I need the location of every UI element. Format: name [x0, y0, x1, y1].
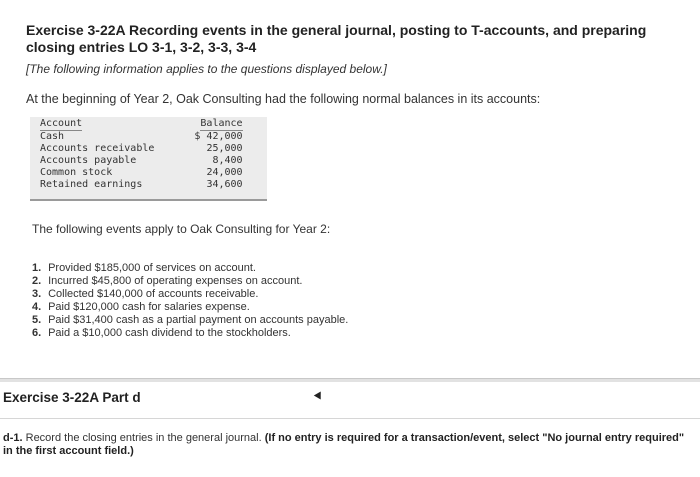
table-row — [40, 155, 243, 167]
table-row — [40, 143, 243, 155]
table-row — [40, 167, 243, 179]
events-intro: The following events apply to Oak Consulting for Year 2: — [32, 222, 331, 236]
events-list — [32, 262, 348, 340]
section-divider — [0, 378, 700, 382]
list-item — [32, 262, 348, 275]
account-name: Cash — [40, 131, 65, 142]
question-note: (If no entry is required for a transaction/event, select "No journal entry required" in the first account field.) — [3, 432, 685, 457]
mouse-cursor-icon — [314, 389, 324, 399]
balance-column-header: Balance — [200, 118, 243, 129]
list-item — [32, 288, 348, 301]
intro-text: At the beginning of Year 2, Oak Consulting had the following normal balances in its accounts: — [26, 92, 541, 106]
event-number: 4. — [32, 301, 42, 313]
event-text: Paid $31,400 cash as a partial payment on accounts payable. — [48, 314, 349, 326]
account-balance: 25,000 — [206, 143, 243, 154]
question-label: d-1. — [3, 432, 23, 444]
part-divider — [0, 418, 700, 419]
list-item — [32, 327, 348, 340]
account-balance: 24,000 — [206, 167, 243, 178]
event-text: Collected $140,000 of accounts receivable. — [48, 288, 259, 300]
event-text: Paid a $10,000 cash dividend to the stockholders. — [48, 327, 291, 339]
event-text: Paid $120,000 cash for salaries expense. — [48, 301, 250, 313]
account-column-header: Account — [40, 118, 83, 129]
account-balance: 34,600 — [206, 179, 243, 190]
account-balance: 8,400 — [212, 155, 243, 166]
account-name: Accounts receivable — [40, 143, 155, 154]
event-number: 5. — [32, 314, 42, 326]
event-number: 3. — [32, 288, 42, 300]
instruction-text — [3, 432, 693, 458]
part-title: Exercise 3-22A Part d — [3, 390, 141, 405]
list-item — [32, 301, 348, 314]
list-item — [32, 275, 348, 288]
account-name: Common stock — [40, 167, 113, 178]
info-note: [The following information applies to the questions displayed below.] — [26, 62, 387, 76]
balances-table — [30, 117, 267, 201]
event-number: 1. — [32, 262, 42, 274]
account-balance: $ 42,000 — [194, 131, 243, 142]
table-row — [40, 131, 243, 143]
table-header-row — [40, 118, 243, 131]
account-name: Accounts payable — [40, 155, 137, 166]
event-number: 6. — [32, 327, 42, 339]
event-number: 2. — [32, 275, 42, 287]
event-text: Incurred $45,800 of operating expenses on account. — [48, 275, 303, 287]
table-row — [40, 179, 243, 191]
question-text: Record the closing entries in the general journal. — [25, 432, 262, 444]
event-text: Provided $185,000 of services on account. — [48, 262, 256, 274]
exercise-title: Exercise 3-22A Recording events in the general journal, posting to T-accounts, and preparing closing entries LO 3-1, 3-2, 3-3, 3-4 — [26, 22, 647, 55]
account-name: Retained earnings — [40, 179, 143, 190]
list-item — [32, 314, 348, 327]
